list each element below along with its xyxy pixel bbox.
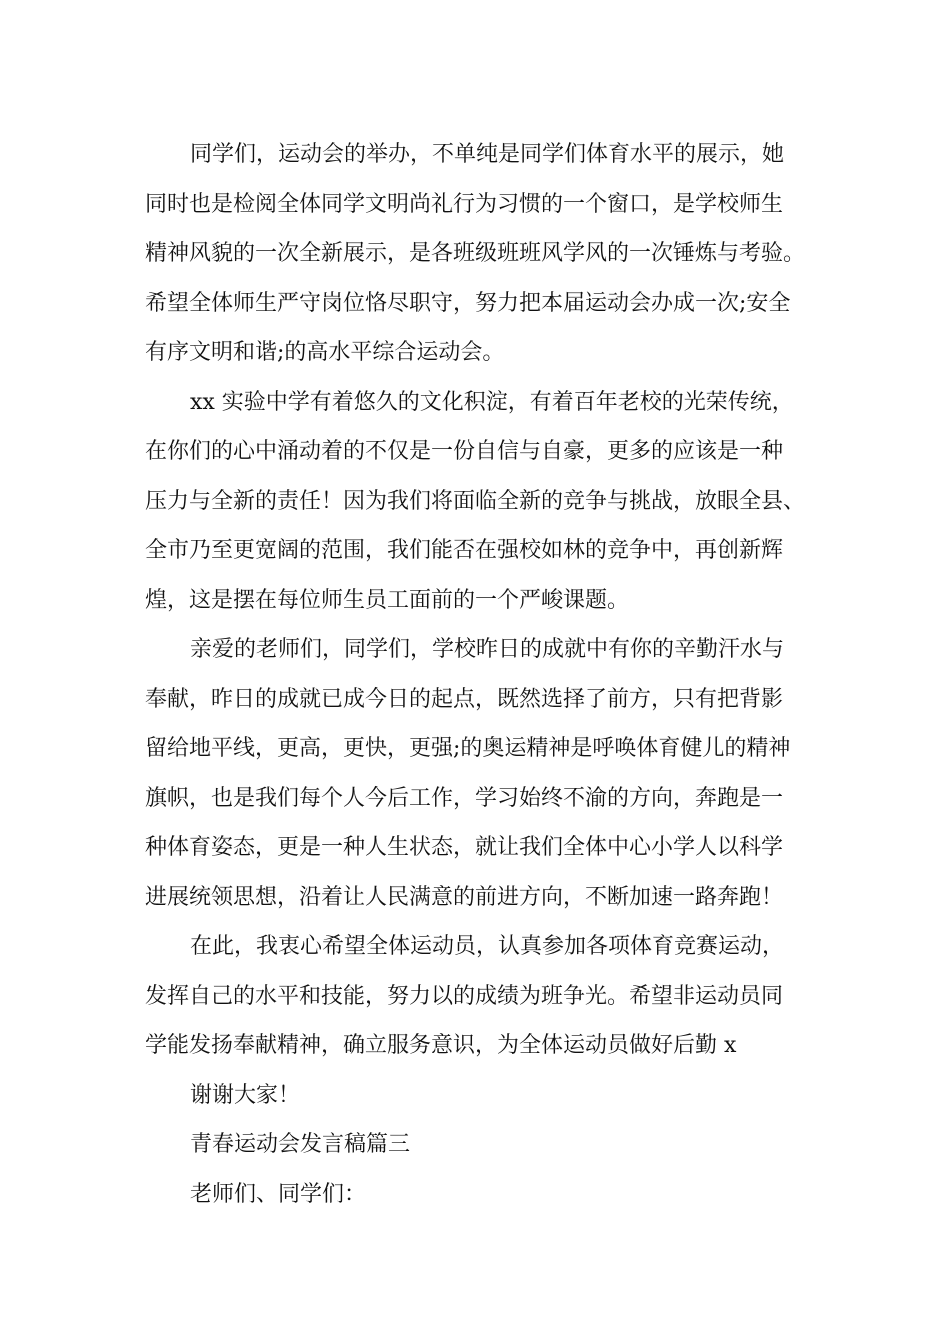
- paragraph: [145, 378, 825, 626]
- document-body: [145, 130, 825, 1219]
- text-line: 希望全体师生严守岗位恪尽职守，努力把本届运动会办成一次;安全: [145, 290, 791, 316]
- text-line: 谢谢大家！: [190, 1082, 301, 1108]
- text-line: 全市乃至更宽阔的范围，我们能否在强校如林的竞争中，再创新辉: [145, 538, 784, 563]
- text-line: 同学们，运动会的举办，不单纯是同学们体育水平的展示，她: [190, 142, 785, 167]
- salutation: [145, 1170, 825, 1220]
- text-line: 在你们的心中涌动着的不仅是一份自信与自豪，更多的应该是一种: [145, 439, 784, 464]
- text-line: 在此，我衷心希望全体运动员，认真参加各项体育竞赛运动，: [190, 934, 785, 959]
- paragraph: [145, 130, 825, 378]
- text-line: 有序文明和谐;的高水平综合运动会。: [145, 340, 505, 365]
- closing-thanks: [145, 1071, 825, 1121]
- text-line: 同时也是检阅全体同学文明尚礼行为习惯的一个窗口，是学校师生: [145, 191, 784, 217]
- text-line: 种体育姿态，更是一种人生状态，就让我们全体中心小学人以科学: [145, 835, 784, 860]
- text-line: 留给地平线，更高，更快，更强;的奥运精神是呼唤体育健儿的精神: [145, 736, 791, 761]
- text-line: 压力与全新的责任！因为我们将面临全新的竞争与挑战，放眼全县、: [145, 488, 806, 514]
- text-line: 亲爱的老师们，同学们，学校昨日的成就中有你的辛勤汗水与: [190, 637, 785, 662]
- text-line: 学能发扬奉献精神，确立服务意识，为全体运动员做好后勤 x: [145, 1033, 737, 1058]
- paragraph: [145, 922, 825, 1071]
- text-line: 老师们、同学们：: [190, 1181, 367, 1207]
- section-heading: [145, 1120, 825, 1170]
- text-line: 煌，这是摆在每位师生员工面前的一个严峻课题。: [145, 587, 630, 613]
- text-line: 进展统领思想，沿着让人民满意的前进方向，不断加速一路奔跑！: [145, 884, 784, 910]
- text-line: 精神风貌的一次全新展示，是各班级班班风学风的一次锤炼与考验。: [145, 241, 806, 266]
- text-line: 发挥自己的水平和技能，努力以的成绩为班争光。希望非运动员同: [145, 983, 784, 1009]
- text-line: 奉献，昨日的成就已成今日的起点，既然选择了前方，只有把背影: [145, 686, 784, 712]
- text-line: xx 实验中学有着悠久的文化积淀，有着百年老校的光荣传统，: [190, 389, 794, 415]
- text-line: 旗帜，也是我们每个人今后工作，学习始终不渝的方向，奔跑是一: [145, 785, 784, 811]
- text-line: 青春运动会发言稿篇三: [190, 1132, 411, 1157]
- paragraph: [145, 625, 825, 922]
